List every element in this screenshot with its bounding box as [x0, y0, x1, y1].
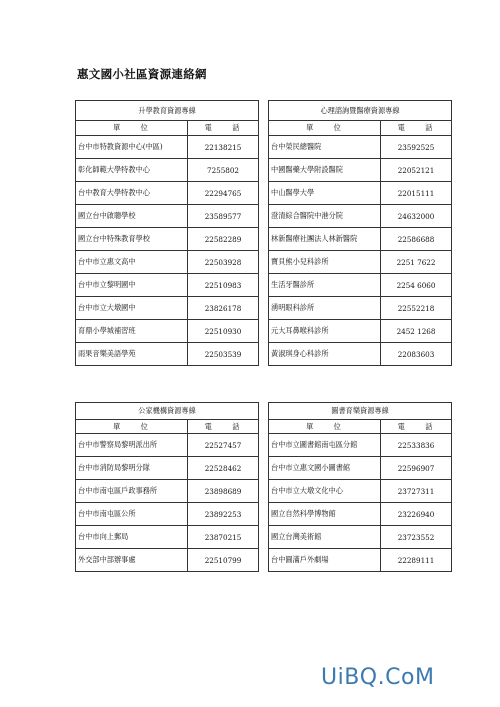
table-row [76, 205, 259, 228]
phone-number: 23723552 [381, 526, 452, 549]
table-row [76, 320, 259, 343]
table-row [76, 457, 259, 480]
unit-name: 台中教育大學特教中心 [76, 182, 188, 205]
table-title: 公家機構資源專線 [76, 403, 259, 420]
table-row [76, 274, 259, 297]
page-title: 惠文國小社區資源連絡網 [77, 67, 207, 81]
unit-name: 台中市向上郵局 [76, 526, 188, 549]
phone-number: 22503539 [188, 343, 259, 366]
unit-name: 台中市消防局黎明分隊 [76, 457, 188, 480]
table-row [269, 457, 452, 480]
unit-name: 澄清綜合醫院中港分院 [269, 205, 381, 228]
unit-name: 台中榮民總醫院 [269, 136, 381, 159]
public-agency-resources-table [75, 402, 259, 572]
phone-number: 23226940 [381, 503, 452, 526]
phone-number: 22138215 [188, 136, 259, 159]
table-row [76, 228, 259, 251]
phone-number: 22596907 [381, 457, 452, 480]
phone-number: 22552218 [381, 297, 452, 320]
table-row [76, 159, 259, 182]
phone-number: 23592525 [381, 136, 452, 159]
table-row [76, 526, 259, 549]
table-row [76, 297, 259, 320]
unit-name: 台中市南屯區戶政事務所 [76, 480, 188, 503]
unit-name: 台中市警察局黎明派出所 [76, 434, 188, 457]
unit-name: 台中圓滿戶外劇場 [269, 549, 381, 572]
library-recreation-resources-table [268, 402, 452, 572]
phone-number: 22527457 [188, 434, 259, 457]
unit-name: 台中市立大墩國中 [76, 297, 188, 320]
table-title: 升學教育資源專線 [76, 101, 259, 121]
unit-name: 國立台灣美術館 [269, 526, 381, 549]
table-title: 圖書育樂資源專線 [269, 403, 452, 420]
unit-name: 台中市特教資源中心(中區) [76, 136, 188, 159]
phone-number: 22582289 [188, 228, 259, 251]
phone-number: 2251 7622 [381, 251, 452, 274]
table-row [269, 526, 452, 549]
phone-number: 23826178 [188, 297, 259, 320]
watermark-logo: UiBQ.CoM [321, 665, 435, 690]
unit-name: 台中市南屯區公所 [76, 503, 188, 526]
column-header-phone: 電 話 [188, 420, 259, 434]
phone-number: 2254 6060 [381, 274, 452, 297]
column-header-unit: 單 位 [76, 420, 188, 434]
column-header-phone: 電 話 [188, 121, 259, 136]
table-row [269, 274, 452, 297]
table-row [269, 136, 452, 159]
phone-number: 23589577 [188, 205, 259, 228]
unit-name: 外交部中部辦事處 [76, 549, 188, 572]
phone-number: 22533836 [381, 434, 452, 457]
unit-name: 國立台中特殊教育學校 [76, 228, 188, 251]
phone-number: 22052121 [381, 159, 452, 182]
column-header-phone: 電 話 [381, 121, 452, 136]
phone-number: 2452 1268 [381, 320, 452, 343]
unit-name: 台中市立惠文高中 [76, 251, 188, 274]
table-row [76, 480, 259, 503]
phone-number: 22015111 [381, 182, 452, 205]
phone-number: 22510930 [188, 320, 259, 343]
unit-name: 林新醫療社團法人林新醫院 [269, 228, 381, 251]
table-row [269, 503, 452, 526]
unit-name: 元大耳鼻喉科診所 [269, 320, 381, 343]
table-row [269, 205, 452, 228]
table-row [76, 503, 259, 526]
table-row [76, 549, 259, 572]
table-row [269, 343, 452, 366]
table-row [269, 228, 452, 251]
phone-number: 22528462 [188, 457, 259, 480]
phone-number: 23892253 [188, 503, 259, 526]
phone-number: 23727311 [381, 480, 452, 503]
counseling-medical-resources-table [268, 100, 452, 366]
phone-number: 23898689 [188, 480, 259, 503]
phone-number: 22294765 [188, 182, 259, 205]
table-row [269, 251, 452, 274]
table-row [269, 320, 452, 343]
table-row [76, 182, 259, 205]
table-row [76, 251, 259, 274]
phone-number: 22586688 [381, 228, 452, 251]
phone-number: 22510983 [188, 274, 259, 297]
unit-name: 國立自然科學博物館 [269, 503, 381, 526]
phone-number: 7255802 [188, 159, 259, 182]
table-row [269, 297, 452, 320]
column-header-unit: 單 位 [269, 121, 381, 136]
column-header-unit: 單 位 [76, 121, 188, 136]
phone-number: 23870215 [188, 526, 259, 549]
unit-name: 台中市立圖書館南屯區分館 [269, 434, 381, 457]
phone-number: 22083603 [381, 343, 452, 366]
table-row [76, 434, 259, 457]
unit-name: 黃淑琪身心科診所 [269, 343, 381, 366]
table-row [269, 159, 452, 182]
unit-name: 中山醫學大學 [269, 182, 381, 205]
unit-name: 彰化師範大學特教中心 [76, 159, 188, 182]
education-resources-table [75, 100, 259, 366]
table-row [269, 480, 452, 503]
unit-name: 寶貝熊小兒科診所 [269, 251, 381, 274]
table-row [269, 182, 452, 205]
unit-name: 台中市立大墩文化中心 [269, 480, 381, 503]
table-row [76, 343, 259, 366]
unit-name: 育鼎小學城補習班 [76, 320, 188, 343]
phone-number: 22289111 [381, 549, 452, 572]
unit-name: 台中市立黎明國中 [76, 274, 188, 297]
unit-name: 國立台中啟聰學校 [76, 205, 188, 228]
table-title: 心理諮詢暨醫療資源專線 [269, 101, 452, 121]
phone-number: 22503928 [188, 251, 259, 274]
unit-name: 湧明眼科診所 [269, 297, 381, 320]
phone-number: 22510799 [188, 549, 259, 572]
column-header-unit: 單 位 [269, 420, 381, 434]
column-header-phone: 電 話 [381, 420, 452, 434]
unit-name: 台中市立惠文國小圖書館 [269, 457, 381, 480]
unit-name: 雨果音樂美語學苑 [76, 343, 188, 366]
table-row [269, 434, 452, 457]
table-row [269, 549, 452, 572]
phone-number: 24632000 [381, 205, 452, 228]
table-row [76, 136, 259, 159]
unit-name: 中國醫藥大學附設醫院 [269, 159, 381, 182]
unit-name: 生活牙醫診所 [269, 274, 381, 297]
